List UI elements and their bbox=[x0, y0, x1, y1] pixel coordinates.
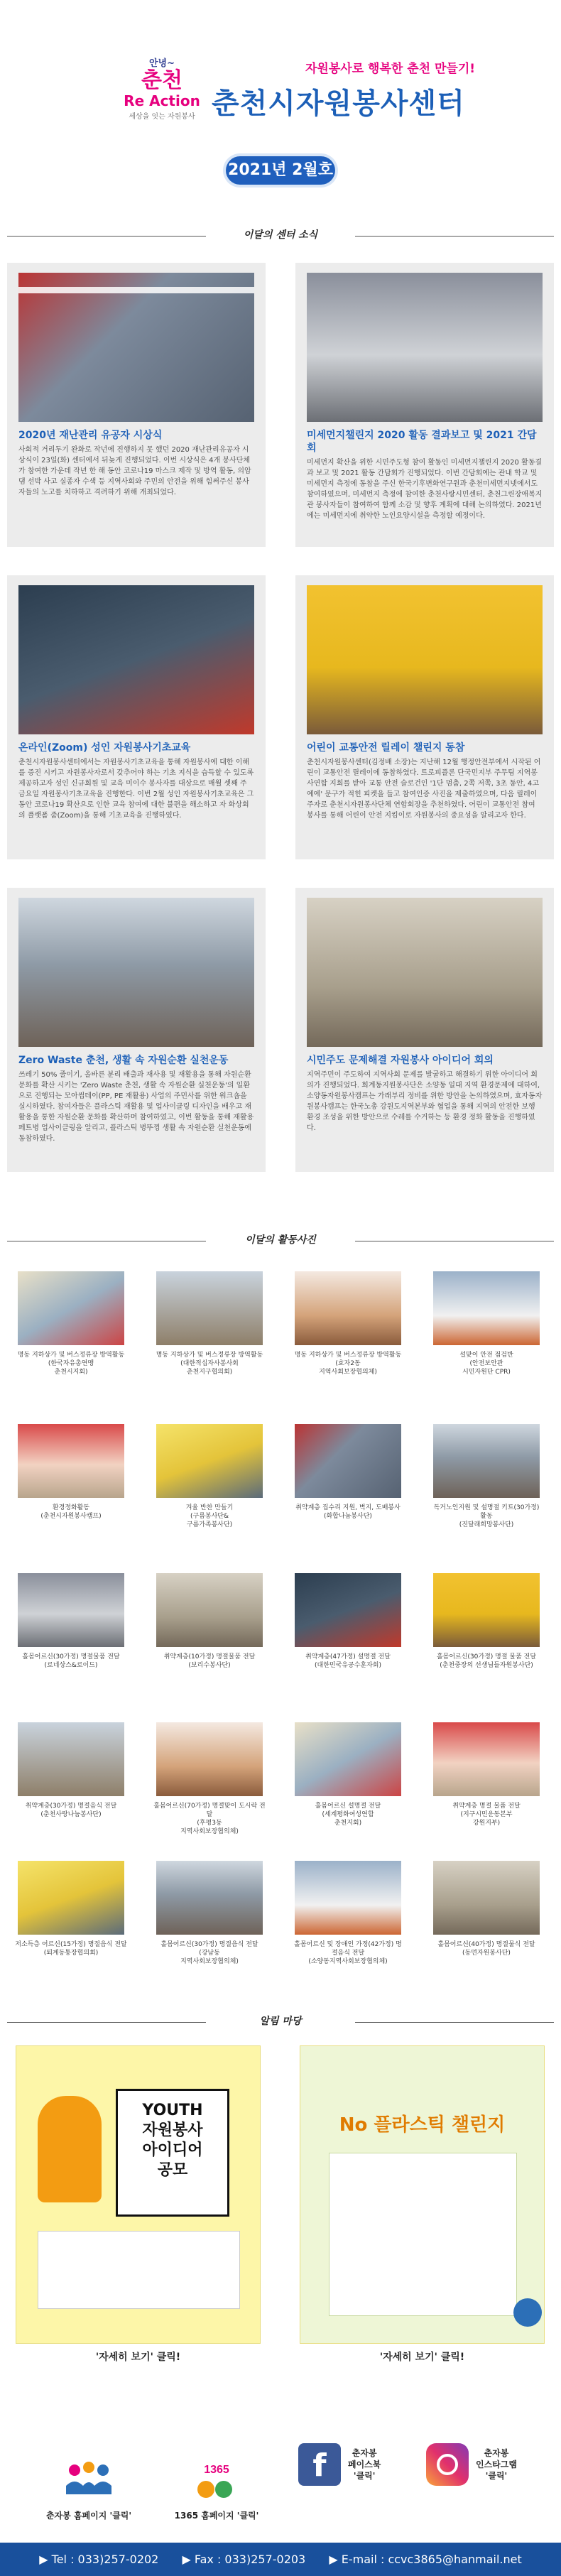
news-photo bbox=[307, 898, 543, 1047]
instagram-icon bbox=[426, 2443, 469, 2486]
activity-caption: 홀몸어르신(30가정) 명절음식 전달 (강남동 지역사회보장협의체) bbox=[160, 1941, 258, 1965]
homepage-link[interactable] bbox=[36, 2457, 142, 2521]
activity-photo bbox=[18, 1722, 124, 1796]
news-body: 춘천시자원봉사센터(김정배 소장)는 지난해 12월 행정안전부에서 시작된 어린이 교통안전 릴레이에 동참하였다. 트로피플론 단국민지부 주무팀 지역봉사연합 지회를 받아 교통 안전 슬로건인 '1단 멈춤, 2쪽 저쪽, 3초 동안, 4고 예에' 문구가 적힌 피켓을 들고 참여인증 사진을 제출하였으며, 다음 릴레이 주자로 춘천시자원봉사단체 연합회장을 추천하였다. 어린이 교통안전 참여 봉사를 통해 어린이 안전 지킴이로 자원봉사의 중요성을 알리고자 한다. bbox=[307, 759, 541, 820]
poster-headline: YOUTH 자원봉사 아이디어 공모 bbox=[116, 2089, 229, 2217]
activity-caption: 홀몸어르신(30가정) 명절 물품 전달 (춘천중장의 선생님들자원봉사단) bbox=[436, 1653, 537, 1669]
contact-footer bbox=[0, 2543, 561, 2576]
activity-photo bbox=[433, 1573, 540, 1647]
news-body: 사회적 거리두기 완화로 작년에 진행하지 못 했던 2020 재난관리유공자 시상식이 23일(화) 센터에서 뒤늦게 진행되었다. 이번 시상식은 4개 봉사단체가 참여한 가운데 작년 한 해 동안 코로나19 마스크 제작 및 방역 활동, 의암댐 선박 사고 실종자 수색 등 지역사회와 주민의 안전을 위해 힘써주신 봉사자들의 노고를 치하하고 격려하기 위해 개최되었다. bbox=[18, 446, 251, 496]
activity-caption: 홀몸어르신 및 장애인 가정(42가정) 명절음식 전달 (소양동지역사회보장협의체) bbox=[294, 1941, 402, 1965]
section-header-notice bbox=[0, 2013, 561, 2031]
activity-photo bbox=[156, 1424, 263, 1498]
news-title: 온라인(Zoom) 성인 자원봉사기초교육 bbox=[18, 742, 191, 754]
page-title: 춘천시자원봉사센터 bbox=[212, 87, 465, 120]
activity-caption: 명동 지하상가 및 버스정류장 방역활동 (한국자유총연맹 춘천시지회) bbox=[17, 1352, 125, 1376]
footer-email[interactable]: ▶ E-mail : ccvc3865@hanmail.net bbox=[329, 2553, 522, 2566]
activity-caption: 취약계층(10가정) 명절물품 전달 (보리수봉사단) bbox=[163, 1653, 256, 1669]
activity-photo-card[interactable] bbox=[291, 1861, 405, 1966]
detail-button-youth[interactable]: '자세히 보기' 클릭! bbox=[16, 2345, 261, 2369]
activity-photo bbox=[156, 1573, 263, 1647]
activity-caption: 독거노인지원 및 설명절 키트(30가정) 활동 (진달래희망봉사단) bbox=[433, 1504, 540, 1528]
activity-caption: 환경정화활동 (춘천시자원봉사캠프) bbox=[40, 1504, 102, 1520]
activity-photo bbox=[156, 1722, 263, 1796]
activity-photo-card[interactable] bbox=[430, 1271, 543, 1376]
activity-caption: 홀몸어르신 설명절 전달 (세계평화여성연합 춘천지회) bbox=[315, 1803, 381, 1827]
activity-photo-card[interactable] bbox=[430, 1861, 543, 1957]
news-card[interactable] bbox=[7, 575, 266, 859]
news-card[interactable] bbox=[295, 888, 554, 1172]
footer-fax: ▶ Fax : 033)257-0203 bbox=[182, 2553, 306, 2566]
news-title: 2020년 재난관리 유공자 시상식 bbox=[18, 430, 163, 441]
activity-caption: 취약계층(30가정) 명절음식 전달 (춘천사랑나눔봉사단) bbox=[25, 1803, 117, 1818]
news-photo bbox=[18, 585, 254, 734]
activity-photo bbox=[156, 1861, 263, 1935]
activity-caption: 겨울 반찬 만들기 (구름봉사단& 구름가족봉사단) bbox=[185, 1504, 234, 1528]
activity-photo-card[interactable] bbox=[291, 1573, 405, 1670]
activity-photo bbox=[433, 1722, 540, 1796]
news-photo bbox=[307, 273, 543, 422]
news-photo bbox=[307, 585, 543, 734]
section-header-news bbox=[0, 227, 561, 244]
activity-caption: 홀몸어르신(30가정) 명절물품 전달 (로네상스&로이드) bbox=[22, 1653, 120, 1669]
activity-caption: 명동 지하상가 및 버스정류장 방역활동 (효자2동 지역사회보장협의체) bbox=[294, 1352, 402, 1376]
news-body: 쓰레기 50% 줄이기, 올바른 분리 배출과 재사용 및 재활용을 통해 자원순환 문화를 확산 시키는 'Zero Waste 춘천, 생활 속 자원순환 실천운동'의 일환으로 진행되는 모아썹데이(PP, PE 재활용) 사업의 주민사를 위한 워크숍을 실시하였다. 참여자들은 플라스틱 재활용 및 업사이클링 디자인을 배우고 재활용을 통한 자원순환 문화를 확산하며 참여하였고, 이번 활동을 통해 재활용 페트병 업사이클링을 알리고, 플라스틱 병뚜껑 생활 속 자원순환 실천운동에 동참하였다. bbox=[18, 1071, 254, 1143]
section-title: 이달의 센터 소식 bbox=[243, 229, 318, 241]
poster-details-box bbox=[38, 2231, 240, 2309]
center-logo bbox=[119, 55, 205, 121]
megaphone-illustration bbox=[38, 2096, 102, 2202]
activity-photo-card[interactable] bbox=[291, 1271, 405, 1376]
activity-caption: 저소득층 어르신(15가정) 명절음식 전달 (퇴계동통장협의회) bbox=[15, 1941, 127, 1957]
activity-photo bbox=[18, 1861, 124, 1935]
section-title: 이달의 활동사진 bbox=[245, 1234, 316, 1246]
1365-icon bbox=[185, 2457, 249, 2507]
sns-label: 1365 홈페이지 '클릭' bbox=[174, 2511, 259, 2521]
activity-photo bbox=[295, 1573, 401, 1647]
news-card[interactable] bbox=[295, 575, 554, 859]
activity-photo bbox=[295, 1861, 401, 1935]
news-photo bbox=[18, 898, 254, 1047]
activity-photo-card[interactable] bbox=[153, 1722, 266, 1836]
footer-tel: ▶ Tel : 033)257-0202 bbox=[39, 2553, 159, 2566]
mascot-icon bbox=[513, 2298, 542, 2327]
notice-poster-plastic[interactable] bbox=[300, 2045, 545, 2344]
logo-sub-text: 세상을 잇는 자원봉사 bbox=[129, 113, 195, 121]
1365-link[interactable] bbox=[163, 2457, 270, 2521]
activity-photo-card[interactable] bbox=[153, 1861, 266, 1966]
activity-photo-card[interactable] bbox=[153, 1573, 266, 1670]
activity-photo-card[interactable] bbox=[291, 1424, 405, 1521]
news-title: 시민주도 문제해결 자원봉사 아이디어 회의 bbox=[307, 1055, 494, 1066]
activity-caption: 설맞이 안전 점검반 (안전보안관 시민자원단 CPR) bbox=[459, 1352, 513, 1376]
news-card[interactable] bbox=[295, 263, 554, 547]
sns-label: 춘자봉 홈페이지 '클릭' bbox=[45, 2511, 132, 2521]
news-card[interactable] bbox=[7, 263, 266, 547]
activity-photo-card[interactable] bbox=[14, 1722, 128, 1819]
header bbox=[0, 0, 561, 185]
poster-details-box bbox=[329, 2153, 517, 2316]
section-title: 알림 마당 bbox=[259, 2016, 302, 2027]
activity-photo-card[interactable] bbox=[14, 1424, 128, 1521]
activity-photo-card[interactable] bbox=[14, 1573, 128, 1670]
activity-photo-card[interactable] bbox=[430, 1424, 543, 1529]
sns-label: 춘자봉 페이스북 '클릭' bbox=[348, 2448, 381, 2481]
activity-photo-card[interactable] bbox=[153, 1271, 266, 1376]
news-title: 어린이 교통안전 릴레이 챌린지 동참 bbox=[307, 742, 465, 754]
activity-photo bbox=[18, 1573, 124, 1647]
activity-photo-card[interactable] bbox=[430, 1722, 543, 1827]
svg-text:1365: 1365 bbox=[204, 2464, 229, 2476]
activity-caption: 취약계층 명절 물품 전달 (지구시민운동본부 강원지부) bbox=[452, 1803, 521, 1827]
news-body: 미세먼지 확산을 위한 시민주도형 참여 활동인 미세먼지챌린지 2020 활동결과 보고 및 2021 활동 간담회가 진행되었다. 이번 간담회에는 관내 학교 및 미세먼지 측정에 동참을 주신 한국기후변화연구원과 춘천미세먼지넷에서도 참여하였으며, 미세먼지 측정에 참여한 춘천사랑시민센터, 춘천그린장애복지관 봉사자들이 참여하여 함께 소감 및 향후 계획에 대해 논의하였다. 2021년에는 미세먼지에 취약한 노인요양시설을 측정할 예정이다. bbox=[307, 459, 543, 520]
activity-photo-card[interactable] bbox=[430, 1573, 543, 1670]
activity-caption: 홀몸어르신(40가정) 명절물식 전달 (동면자원봉사단) bbox=[437, 1941, 535, 1957]
activity-caption: 취약계층 집수리 지원, 벽지, 도배봉사 (화합나눔봉사단) bbox=[295, 1504, 401, 1520]
logo-brand-text: Re Action bbox=[124, 92, 200, 109]
news-body: 지역주민이 주도하여 지역사회 문제를 발굴하고 해결하기 위한 아이디어 회의가 진행되었다. 회계동지원봉사단은 소양동 일대 지역 환경문제에 대하여, 소양동자원봉사캠프는 가래부리 정비를 위한 방안을 논의하였으며, 효자동자원봉사캠프는 한국노총 강원도지역본부와 협업을 통해 지역의 안전한 보행 환경 조성을 위한 방안으로 수레를 수거하는 등 환경 정화 활동을 진행하였다. bbox=[307, 1071, 543, 1132]
tagline: 자원봉사로 행복한 춘천 만들기! bbox=[305, 62, 475, 76]
activity-photo bbox=[295, 1271, 401, 1345]
activity-caption: 명동 지하상가 및 버스정류장 방역활동 (대한적십자사봉사회 춘천지구협의회) bbox=[156, 1352, 263, 1376]
news-body: 춘천시자원봉사센터에서는 자원봉사기초교육을 통해 자원봉사에 대한 이해를 증진 시키고 자원봉사자로서 갖추어야 하는 기초 지식을 습득할 수 있도록 제공하고자 성인 신규회원 및 교육 미이수 봉사자를 대상으로 매월 셋째 주 금요일 자원봉사기초교육을 진행한다. 이번 2월 성인 자원봉사기초교육은 그동안 코로나19 확산으로 인한 교육 참여에 대한 불편을 해소하고 자 화상회의 플랫폼 줌(Zoom)을 통해 기초교육을 진행하였다. bbox=[18, 759, 254, 820]
activity-caption: 취약계층(47가정) 설명절 전달 (대한민국유공수훈자회) bbox=[305, 1653, 391, 1669]
activity-photo-card[interactable] bbox=[14, 1271, 128, 1376]
homepage-icon bbox=[60, 2457, 117, 2507]
news-title: 미세먼지챌린지 2020 활동 결과보고 및 2021 간담회 bbox=[307, 430, 537, 454]
activity-photo bbox=[295, 1722, 401, 1796]
news-title: Zero Waste 춘천, 생활 속 자원순환 실천운동 bbox=[18, 1055, 229, 1066]
activity-photo bbox=[18, 1271, 124, 1345]
activity-photo bbox=[295, 1424, 401, 1498]
facebook-icon: f bbox=[298, 2443, 341, 2486]
section-header-activities bbox=[0, 1232, 561, 1249]
activity-photo-card[interactable] bbox=[153, 1424, 266, 1529]
activity-photo bbox=[433, 1271, 540, 1345]
news-card[interactable] bbox=[7, 888, 266, 1172]
sns-label: 춘자봉 인스타그램 '클릭' bbox=[476, 2448, 517, 2481]
detail-button-plastic[interactable]: '자세히 보기' 클릭! bbox=[300, 2345, 545, 2369]
activity-photo-card[interactable] bbox=[14, 1861, 128, 1957]
activity-caption: 홀몸어르신(70가정) 명절맞이 도시락 전달 (후평3동 지역사회보장협의체) bbox=[153, 1803, 266, 1835]
activity-photo bbox=[156, 1271, 263, 1345]
notice-poster-youth[interactable] bbox=[16, 2045, 261, 2344]
facebook-link[interactable] bbox=[298, 2443, 398, 2486]
activity-photo-card[interactable] bbox=[291, 1722, 405, 1827]
activity-photo bbox=[18, 1424, 124, 1498]
issue-badge: 2021년 2월호 bbox=[226, 156, 335, 185]
instagram-link[interactable] bbox=[426, 2443, 540, 2486]
activity-photo bbox=[433, 1424, 540, 1498]
logo-top-text: 안녕~ bbox=[148, 58, 175, 69]
poster-headline: No 플라스틱 챌린지 bbox=[339, 2114, 506, 2136]
news-photo bbox=[18, 273, 254, 422]
logo-city-text: 춘천 bbox=[141, 68, 183, 93]
activity-photo bbox=[433, 1861, 540, 1935]
